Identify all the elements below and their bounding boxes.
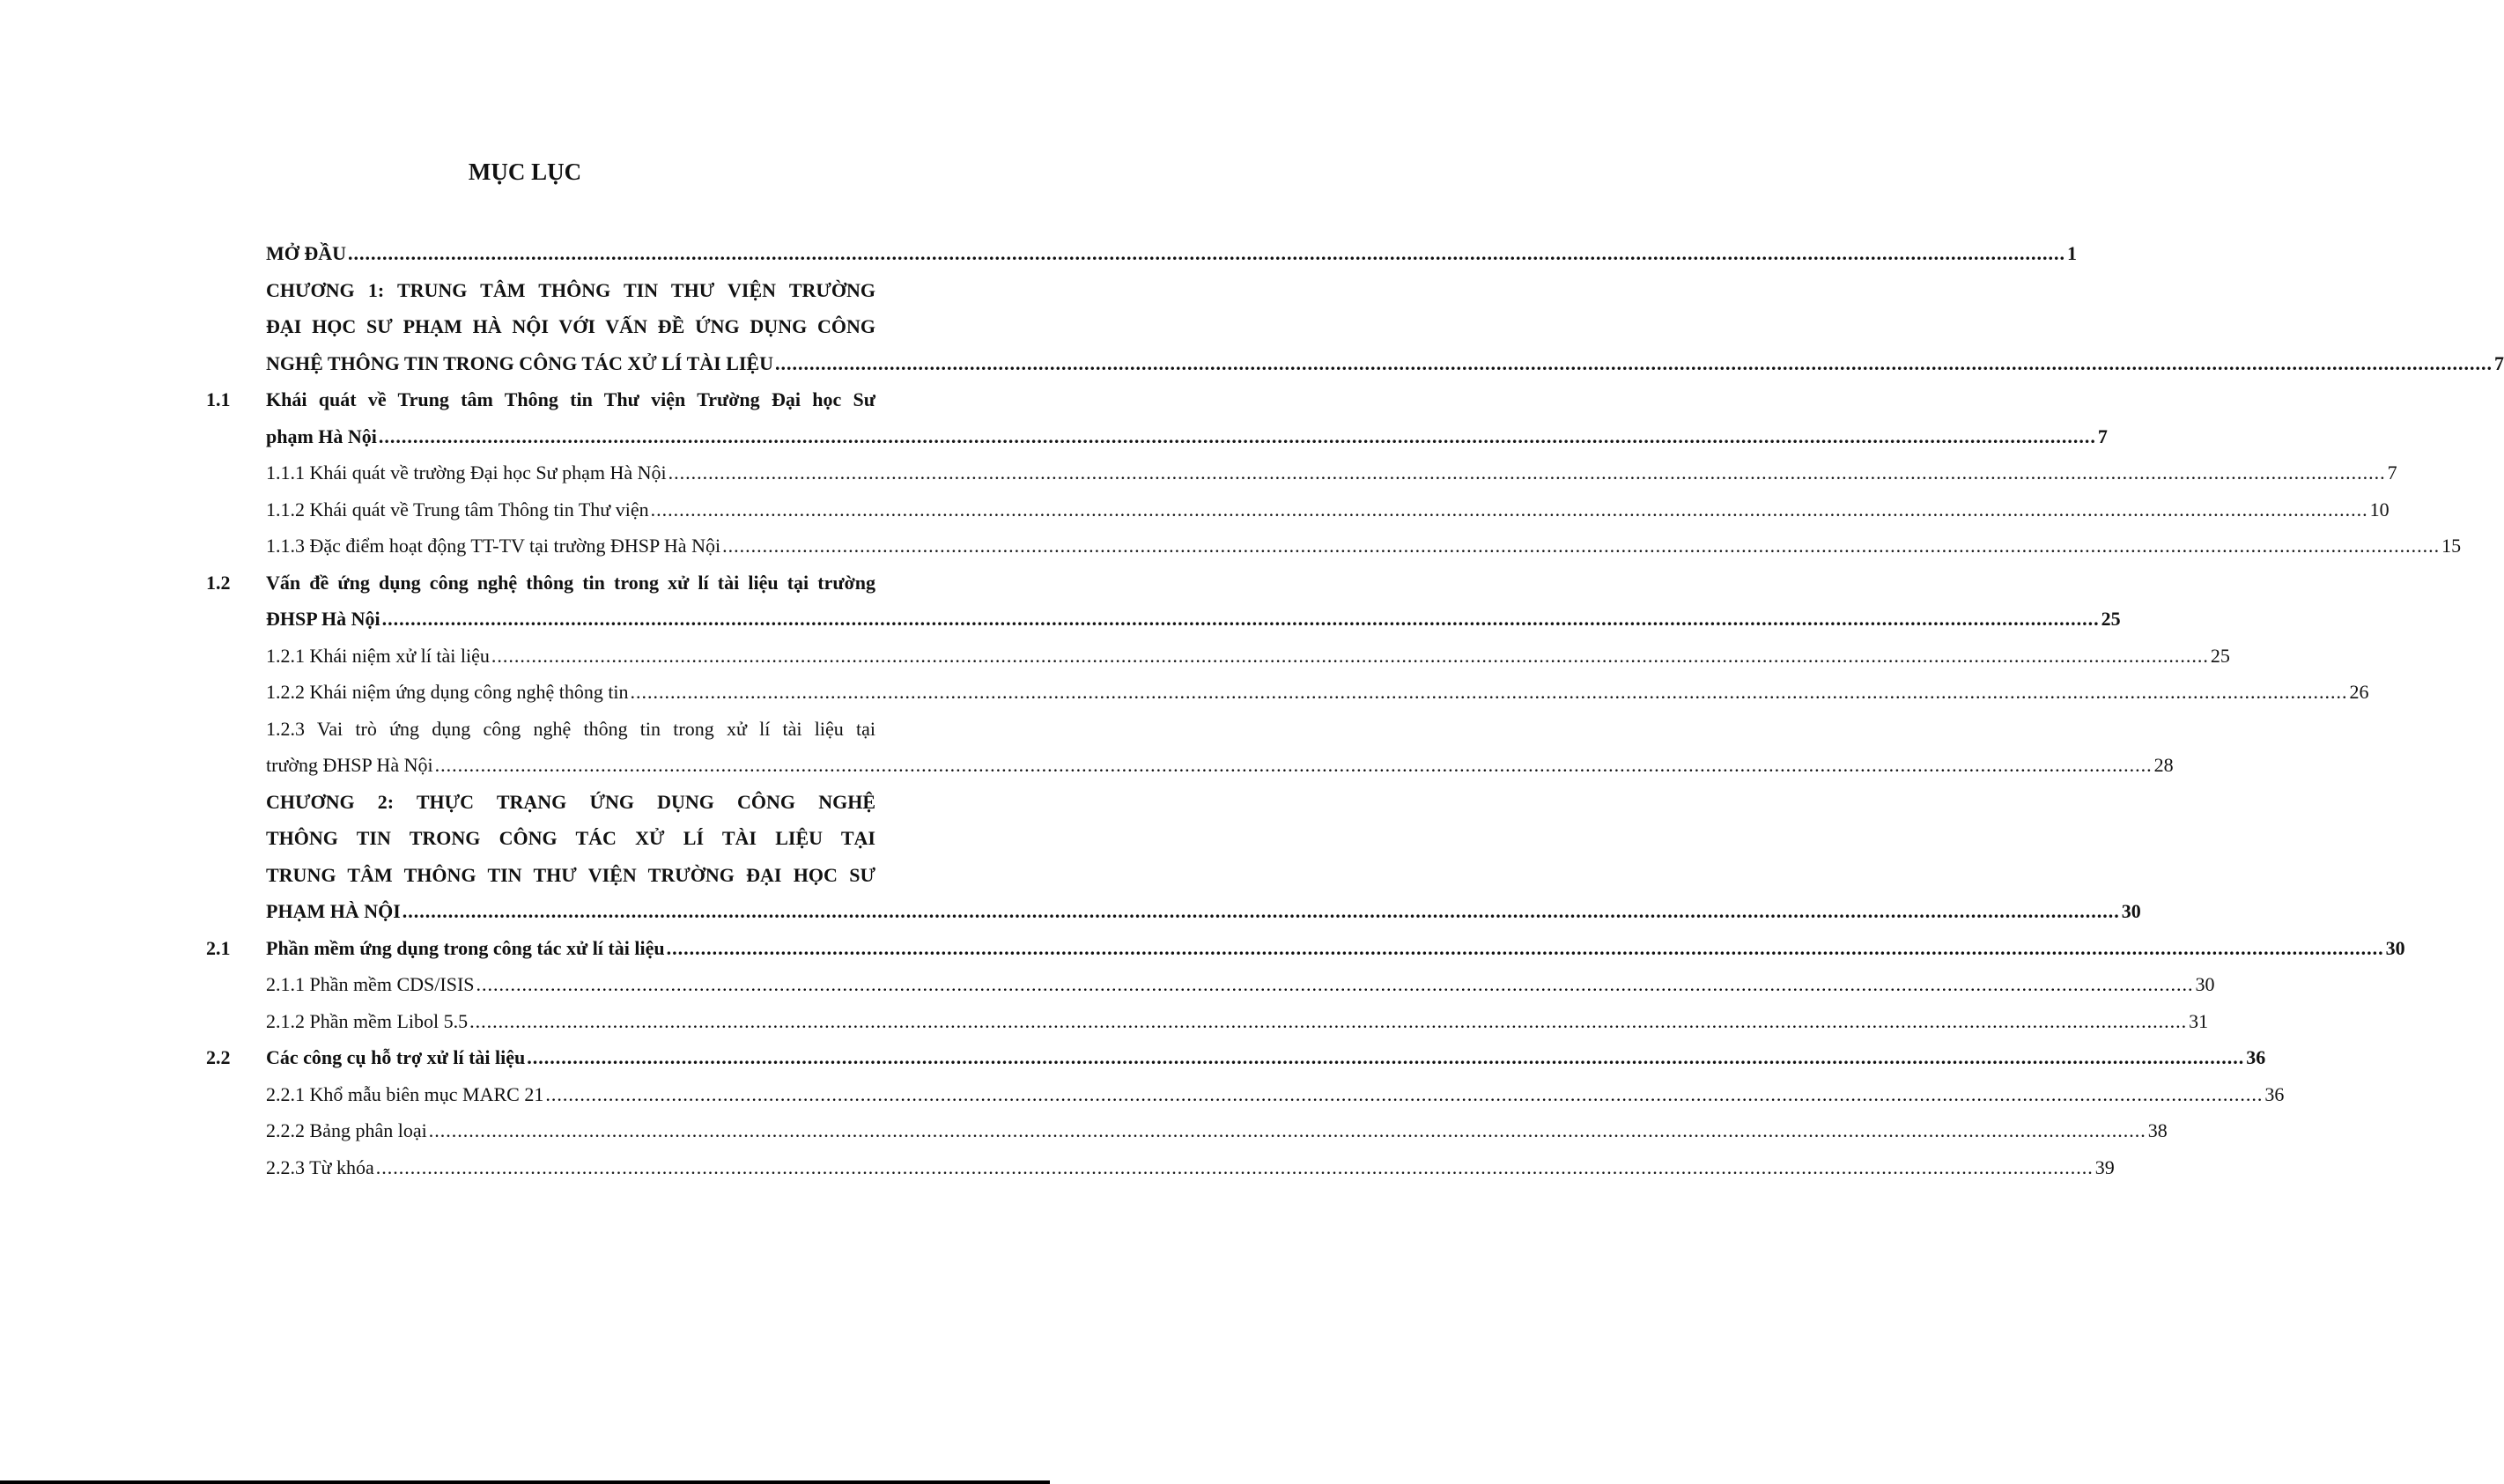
toc-entry-last-line: [266, 1149, 2115, 1186]
toc-page-number: 15: [2441, 535, 2462, 557]
toc-entry-label: 2.2.3 Từ khóa: [266, 1155, 374, 1178]
toc-entry-text: [266, 491, 2390, 528]
dot-leader: ............................................................................................................................................................................................................................................................................................................: [348, 242, 2066, 264]
dot-leader: ............................................................................................................................................................................................................................................................................................................: [668, 461, 2386, 484]
toc-entry-label: trường ĐHSP Hà Nội: [266, 754, 433, 776]
toc-page-number: 39: [2094, 1155, 2115, 1178]
toc-page-number: 26: [2349, 681, 2369, 703]
toc-entry-text: [266, 674, 2369, 711]
toc-entry-text: [266, 966, 2215, 1003]
bottom-border: [0, 1480, 1050, 1484]
toc-entry-last-line: [266, 893, 2141, 930]
toc-entry-number: 2.1: [206, 936, 231, 959]
page-title: MỤC LỤC: [468, 159, 582, 185]
toc-entry-last-line: [266, 1039, 2266, 1076]
toc-entry-line: Vấn đề ứng dụng công nghệ thông tin trong xử lí tài liệu tại trường: [266, 571, 875, 594]
dot-leader: ............................................................................................................................................................................................................................................................................................................: [402, 900, 2120, 922]
toc-entry-label: Phần mềm ứng dụng trong công tác xử lí tài liệu: [266, 936, 665, 959]
toc-entry-text: [266, 235, 2078, 272]
toc-entry-number: 1.1: [206, 388, 231, 410]
toc-entry-line: 1.2.3 Vai trò ứng dụng công nghệ thông tin trong xử lí tài liệu tại: [266, 717, 875, 740]
toc-entry-last-line: [266, 930, 2405, 967]
toc-entry-label: NGHỆ THÔNG TIN TRONG CÔNG TÁC XỬ LÍ TÀI LIỆU: [266, 351, 773, 374]
toc-entry-label: 1.2.1 Khái niệm xử lí tài liệu: [266, 644, 490, 667]
dot-leader: ............................................................................................................................................................................................................................................................................................................: [476, 973, 2194, 995]
toc-entry-label: PHẠM HÀ NỘI: [266, 900, 401, 922]
toc-entry-text: [266, 784, 2141, 930]
dot-leader: ............................................................................................................................................................................................................................................................................................................: [434, 754, 2153, 776]
toc-entry-label: 1.1.3 Đặc điểm hoạt động TT-TV tại trường ĐHSP Hà Nội: [266, 535, 721, 557]
toc-page-number: 30: [2385, 936, 2405, 959]
toc-entry-text: [266, 1039, 2266, 1076]
toc-entry-line: THÔNG TIN TRONG CÔNG TÁC XỬ LÍ TÀI LIỆU TẠI: [266, 827, 875, 849]
toc-entry-text: [266, 565, 2121, 638]
toc-entry-text: [266, 711, 2174, 784]
toc-entry-line: TRUNG TÂM THÔNG TIN THƯ VIỆN TRƯỜNG ĐẠI HỌC SƯ: [266, 863, 875, 886]
dot-leader: ............................................................................................................................................................................................................................................................................................................: [722, 535, 2441, 557]
toc-entry-label: 2.1.2 Phần mềm Libol 5.5: [266, 1009, 469, 1032]
toc-entry-last-line: [266, 235, 2078, 272]
dot-leader: ............................................................................................................................................................................................................................................................................................................: [666, 936, 2384, 959]
toc-entry-last-line: [266, 1076, 2285, 1113]
toc-entry-last-line: [266, 1112, 2168, 1149]
dot-leader: ............................................................................................................................................................................................................................................................................................................: [775, 351, 2493, 374]
toc-entry-number: 2.2: [206, 1046, 231, 1068]
dot-leader: ............................................................................................................................................................................................................................................................................................................: [630, 681, 2348, 703]
toc-entry-last-line: [266, 528, 2462, 565]
dot-leader: ............................................................................................................................................................................................................................................................................................................: [428, 1119, 2146, 1141]
toc-entry-line: CHƯƠNG 1: TRUNG TÂM THÔNG TIN THƯ VIỆN TRƯỜNG: [266, 278, 875, 301]
toc-entry-label: 1.1.2 Khái quát về Trung tâm Thông tin Thư viện: [266, 498, 649, 521]
toc-entry-number: 1.2: [206, 571, 231, 594]
toc-entry-label: 2.2.1 Khổ mẫu biên mục MARC 21: [266, 1082, 544, 1105]
toc-page-number: 1: [2067, 242, 2078, 264]
toc-entry-last-line: [266, 345, 2504, 382]
toc-entry-last-line: [266, 454, 2397, 491]
dot-leader: ............................................................................................................................................................................................................................................................................................................: [491, 644, 2209, 667]
toc-page-number: 36: [2246, 1046, 2266, 1068]
toc-page-number: 7: [2387, 461, 2397, 484]
toc-entry-label: Các công cụ hỗ trợ xử lí tài liệu: [266, 1046, 526, 1068]
dot-leader: ............................................................................................................................................................................................................................................................................................................: [650, 498, 2368, 521]
toc-entry-last-line: [266, 638, 2230, 675]
toc-page-number: 7: [2097, 425, 2108, 447]
toc-entry-last-line: [266, 674, 2369, 711]
toc-entry-label: phạm Hà Nội: [266, 425, 377, 447]
toc-page-number: 28: [2153, 754, 2174, 776]
toc-entry-label: 1.2.2 Khái niệm ứng dụng công nghệ thông tin: [266, 681, 629, 703]
toc-entry-line: ĐẠI HỌC SƯ PHẠM HÀ NỘI VỚI VẤN ĐỀ ỨNG DỤNG CÔNG: [266, 315, 875, 337]
toc-entry-label: 2.2.2 Bảng phân loại: [266, 1119, 427, 1141]
toc-entry-label: 1.1.1 Khái quát về trường Đại học Sư phạm Hà Nội: [266, 461, 667, 484]
toc-entry-text: [266, 1149, 2115, 1186]
toc-page-number: 30: [2121, 900, 2141, 922]
toc-entry-line: Khái quát về Trung tâm Thông tin Thư viện Trường Đại học Sư: [266, 388, 875, 410]
toc-page-number: 25: [2210, 644, 2230, 667]
toc-entry-last-line: [266, 491, 2390, 528]
toc-entry-last-line: [266, 1003, 2209, 1040]
toc-page-number: 7: [2494, 351, 2504, 374]
toc-entry-text: [266, 454, 2397, 491]
toc-page-number: 25: [2101, 608, 2121, 630]
toc-entry-last-line: [266, 418, 2108, 455]
toc-entry-label: 2.1.1 Phần mềm CDS/ISIS: [266, 973, 475, 995]
toc-page-number: 30: [2195, 973, 2215, 995]
toc-entry-text: [266, 930, 2405, 967]
toc-page-number: 10: [2369, 498, 2390, 521]
dot-leader: ............................................................................................................................................................................................................................................................................................................: [469, 1009, 2188, 1032]
toc-entry-text: [266, 1003, 2209, 1040]
toc-entry-text: [266, 1112, 2168, 1149]
dot-leader: ............................................................................................................................................................................................................................................................................................................: [545, 1082, 2264, 1105]
toc-entry-last-line: [266, 966, 2215, 1003]
dot-leader: ............................................................................................................................................................................................................................................................................................................: [375, 1155, 2094, 1178]
toc-entry-label: ĐHSP Hà Nội: [266, 608, 380, 630]
toc-entry-label: MỞ ĐẦU: [266, 242, 347, 264]
dot-leader: ............................................................................................................................................................................................................................................................................................................: [527, 1046, 2245, 1068]
toc-page-number: 38: [2147, 1119, 2168, 1141]
dot-leader: ............................................................................................................................................................................................................................................................................................................: [381, 608, 2100, 630]
toc-entry-last-line: [266, 747, 2174, 784]
toc-entry-text: [266, 381, 2108, 454]
dot-leader: ............................................................................................................................................................................................................................................................................................................: [378, 425, 2096, 447]
toc-entry-text: [266, 528, 2462, 565]
toc-entry-line: CHƯƠNG 2: THỰC TRẠNG ỨNG DỤNG CÔNG NGHỆ: [266, 790, 875, 813]
toc-entry-text: [266, 272, 2504, 382]
toc-page-number: 36: [2264, 1082, 2285, 1105]
toc-page-number: 31: [2189, 1009, 2209, 1032]
toc-entry-text: [266, 1076, 2285, 1113]
toc-entry-last-line: [266, 601, 2121, 638]
toc-entry-text: [266, 638, 2230, 675]
